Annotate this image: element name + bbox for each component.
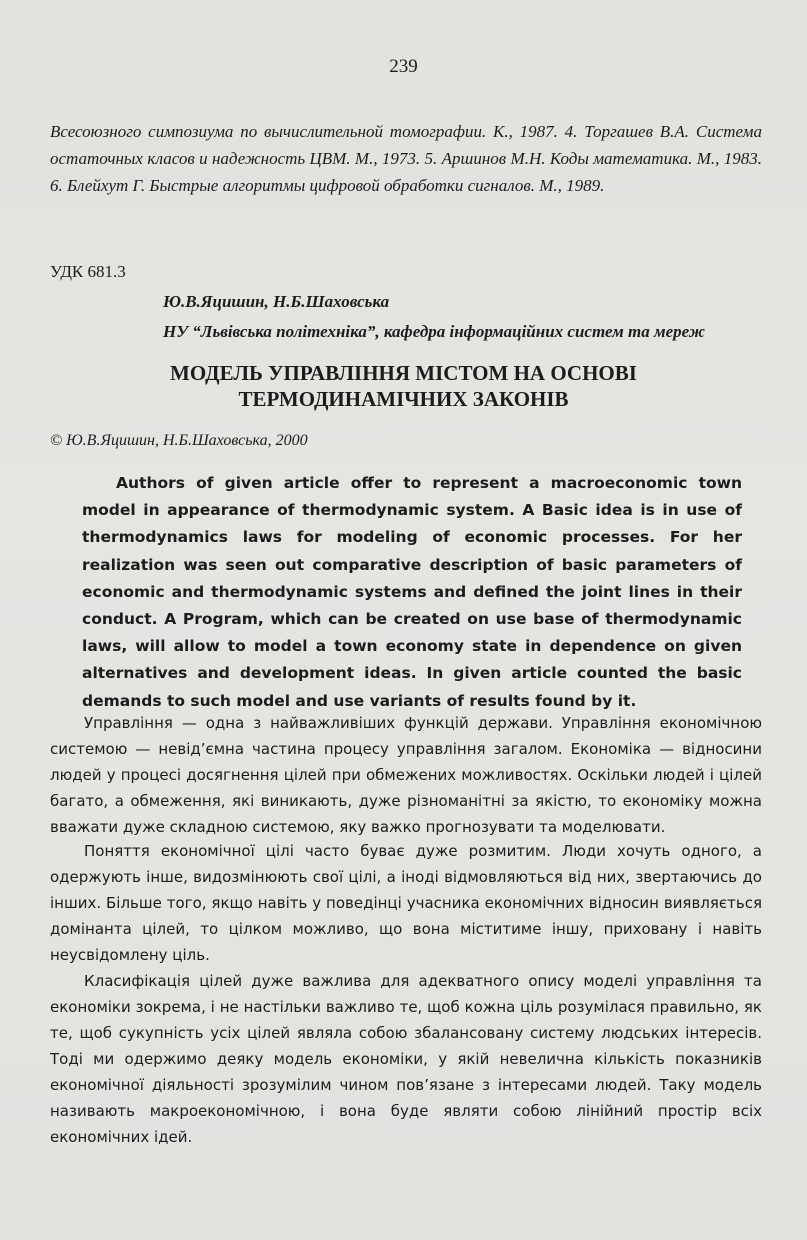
copyright: © Ю.В.Яцишин, Н.Б.Шаховська, 2000 xyxy=(50,432,308,449)
abstract: Authors of given article offer to represent a macroeconomic town model in appearance of thermodynamic system. A Basic idea is in use of thermodynamics laws for modeling of economic processes. For her realization was seen out comparative description of basic parameters of economic and thermodynamic systems and defined the joint lines in their conduct. A Program, which can be created on use base of thermodynamic laws, will allow to model a town economy state in dependence on given alternatives and development ideas. In given article counted the basic demands to such model and use variants of results found by it. xyxy=(82,474,742,710)
page-number: 239 xyxy=(389,56,418,77)
body-paragraph-1: Управління — одна з найважливіших функцій держави. Управління економічною системою — невід’ємна частина процесу управління загалом. Економіка — відносини людей у процесі досягнення цілей при обмежених можливостях. Оскільки людей і цілей багато, а обмеження, які виникають, дуже різноманітні за якістю, то економіку можна вважати дуже складною системою, яку важко прогнозувати та моделювати. xyxy=(50,714,762,836)
title-line-2: ТЕРМОДИНАМІЧНИХ ЗАКОНІВ xyxy=(238,387,569,411)
body-paragraph-2: Поняття економічної цілі часто буває дуже розмитим. Люди хочуть одного, а одержують інше, видозмінюють свої цілі, а іноді відмовляються від них, звертаючись до інших. Більше того, якщо навіть у поведінці учасника економічних відносин виявляється домінанта цілей, то цілком можливо, що вона міститиме іншу, приховану і навіть неусвідомлену ціль. xyxy=(50,842,762,964)
udk-code: УДК 681.3 xyxy=(50,262,126,281)
affiliation: НУ “Львівська політехніка”, кафедра інформаційних систем та мереж xyxy=(163,322,705,341)
authors: Ю.В.Яцишин, Н.Б.Шаховська xyxy=(163,292,390,311)
title-line-1: МОДЕЛЬ УПРАВЛІННЯ МІСТОМ НА ОСНОВІ xyxy=(170,361,637,385)
body-paragraph-3: Класифікація цілей дуже важлива для адекватного опису моделі управління та економіки зокрема, і не настільки важливо те, щоб кожна ціль розумілася правильно, як те, щоб сукупність усіх цілей являла собою збалансовану систему людських інтересів. Тоді ми одержимо деяку модель економіки, у якій невелична кількість показників економічної діяльності зрозумілим чином пов’язане з інтересами людей. Таку модель називають макроекономічною, і вона буде являти собою лінійний простір всіх економічних ідей. xyxy=(50,972,762,1146)
article-title xyxy=(0,360,807,412)
references-continuation: Всесоюзного симпозиума по вычислительной томографии. К., 1987. 4. Торгашев В.А. Система остаточных класов и надежность ЦВМ. М., 1973. 5. Аршинов М.Н. Коды математика. М., 1983. 6. Блейхут Г. Быстрые алгоритмы цифровой обработки сигналов. М., 1989. xyxy=(50,122,762,195)
